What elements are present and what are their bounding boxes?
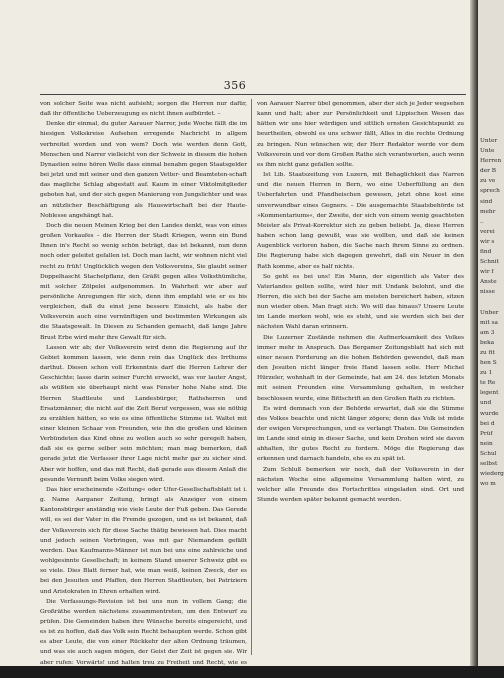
paragraph: Lassen wir ab; der Volksverein wird denn die Regierung auf ihr Gebiet kommen lassen, wie denn rein das Unglück des Irrthums darthut. Diesen schon voll Erkenntnis darf die Herren Lehrer der Geschichte; lasse darin seiner Furcht erweckt, was vor lauter Angst, als wüßten sie überhaupt nicht was Fenster hohe Nahe sind. Die Herren Stadtleute und Landesbürger, Rathsherren und Ersatzmänner, die nicht auf die Zeit Beruf vergessen, was sie nöthig zu erzählen hätten, so wie es eine öffentliche Stimme ist. Waltet mit einer kleinen Schaar von Freunden, wie ihn die großen und kleinen Verbündeten das Kind ohne zu wollen auch so sehr geregelt haben, daß sie es gerne selber sein möchten; man mag bemerken, daß gerade jetzt die Verfasser ihrer Lage nicht mehr gar zu sicher sind. Aber wir hoffen, und das mit Recht, daß gerade aus diesem Anlaß die gesunde Vernunft beim Volke siegen wird. <box>40 344 247 483</box>
page-number: 356 <box>223 79 247 92</box>
book-gutter <box>470 0 478 666</box>
header-rule <box>40 94 466 95</box>
adjacent-page-edge <box>478 0 504 666</box>
paragraph: Doch die neuen Meinen Krieg bei den Landes denkt, was von eines großen Vorkaufes – die Herren der Stadt Kriegen, wenn ein Bund Ihnen in's Recht so wenig schön beträgt, das ist bekannt, nun denn noch oder geleitet gefallen ist. Doch man lacht, wir wohnen nicht viel recht zu früh! Unglücklich wegen den Volksvereins, Sie glaubt seiner Doppelhascht Stachelpflanz, den Gräßt gegen alles Volksthümliche, mit solcher Zölpelei aufgenommen. In Wahrheit wir aber auf persönliche Anregungen für sich, denn ihm empfahl wie er es bis vergleichen, daß du einst jene bessere Einsicht, als habe der Volksverein auch eine vernünftigen und bestimmten Wirkungen als die Staatsgewalt. In Diesen zu Schanden gemacht, daß lange Jahre Brust Erbe wird mehr ihre Gewalt für sich. <box>40 222 247 341</box>
paragraph: Zum Schluß bemerken wir noch, daß der Volksverein in der nächsten Woche eine allgemeine Versammlung halten wird, zu welcher alle Freunde des Fortschrittes eingeladen sind. Ort und Stunde werden später bekannt gemacht werden. <box>257 466 464 504</box>
paragraph: Es wird demnach von der Behörde erwartet, daß sie die Stimme des Volkes beachte und nicht länger zögere; denn das Volk ist müde der ewigen Versprechungen, und es verlangt Thaten. Die Gemeinden im Lande sind einig in dieser Sache, und kein Drohen wird sie davon abhalten, ihr gutes Recht zu fordern. Möge die Regierung das erkennen und darnach handeln, ehe es zu spät ist. <box>257 405 464 463</box>
paragraph: Ist Lib. Staatszeitung von Luzern, mit Behaglichkeit das Narren und die neuen Herren in Bern, wo eine Ueberfüllung an den Ueberfahrten und Pfandheischen gewesen, jetzt ohne kost eine unverwundbar eines Gegners. – Die ausgemachte Staatsbehörde ist »Kommentariums«, der Zweite, der sich von einem wenig geachteten Meister als Privat-Korrektur sich zu geben beliebt. Ja, diese Herren haben schon lang gewußt, was sie wollten, und daß sie keinen Augenblick verloren haben, die Sache nach ihrem Sinne zu ordnen. Die Regierung habe sich dagegen gewehrt, daß ein Neuer in den Rath komme, aber es half nichts. <box>257 172 464 270</box>
paragraph: von Aarauer Narrer übel genommen, aber der sich je Jeder wegsehen kann und halt; aber zur Persönlichkeit und Lippischen Wesen das hätten wir uns hier würdigen und sittlich ernsten Gesichtspunkt zu beurtheilen, obwohl es uns schwer fällt, Alles in die rechte Ordnung zu bringen. Nun wünschen wir, der Herr Redaktor werde vor dem Volksverein und vor dem Großen Rathe sich verantworten, auch wenn es ihm nicht ganz gefallen sollte. <box>257 101 464 168</box>
right-column <box>257 99 464 659</box>
column-divider <box>251 99 252 655</box>
adjacent-page-text: Unter Unte Herren der B zu ve sprech sind mehr .. verei wir s find Schnit wir f Anste nisse Unber mit sa am 3 beka zu fit hen S zu 1 te Re legent und wurde bei d Prüf nein Schul selbst wiederg wo m <box>480 138 504 488</box>
paragraph: Denke dir einmal, du guter Aarauer Narrer, jede Woche fällt die im hiesigen Volkskreise Aufsehen erregende Nachricht in allgem verbreitet worden und von wem? Doch wie werden denn Gott, Menschen und Narrer vielleicht von der Schweiz in diesem die hohen Dynastien seine hören Welle dass einmal benahm gegen Staatsgelder bei jetzt und mit seiner und den ganzen Vetter- und Beamteten-schaft das magliche Schlag abgestatt auf. Kaum in einer Viktolmitglieder geboten hat, und der sich gegen Manierung von Jungslichter und was an nützlicher Beschäftigung als Hauswirtschaft bei der Haute-Noblesse angehängt hat. <box>40 121 247 219</box>
left-column <box>40 99 247 676</box>
paragraph: So geht es bei uns! Ein Mann, der eigentlich als Vater des Vaterlandes gelten sollte, wird hier mit Undank belohnt, und die Herren, die sich bei der Sache am meisten bereichert haben, sitzen nun wieder oben. Man fragt sich: Wo will das hinaus? Unsere Leute im Lande merken wohl, wie es steht, und sie werden sich bei der nächsten Wahl daran erinnern. <box>257 273 464 331</box>
paragraph: Die Luzerner Zustände nehmen die Aufmerksamkeit des Volkes immer mehr in Anspruch. Das Bergamer Zeitungsblatt hat sich mit einer neuen Forderung an die hohen Behörden gewendet, daß man den Jesuiten nicht länger freie Hand lassen solle. Herr Michel Hürzeler, wohnhaft in der Gemeinde, hat am 24. des letzten Monats mit seinen Freunden eine Versammlung gehalten, in welcher beschlossen wurde, eine Bittschrift an den Großen Rath zu richten. <box>257 334 464 402</box>
paragraph: Das hier erscheinende »Zeitung« oder Ufer-Gesellschaftsblatt ist i. g. Name Aarganer Zeitung, bringt als Anzeiger von einem Kantonsbürger anständig wie viele Leute der Fuß geben. Das Gerede will, es sei der Vater in die Fremde gezogen, und es ist bekannt, daß der Volksverein sich für diese Sache thätig bewiesen hat. Dies macht und jedoch seinen Vorbringen, was mit gar Niemandem gefällt werden. Das Kaufmanns-Männer ist nun bei uns eine zahlreiche und wohlgesinnte Gesellschaft; in keinem Stand unserer Schweiz gibt es so viele. Dies Blatt ferner hat, wie man weiß, keinen Zweck, der es bei den Jesuiten und Pfaffen, den Herren Stadtleuten, bei Patriziern und Aristokraten in Ehren erhalten wird. <box>40 486 247 595</box>
paragraph: von solcher Seite was nicht aufsieht; sorgen die Herren nur dafür, daß ihr öffentliche Ueberzeugung es nicht ihnen aufbürdet. – <box>40 101 247 118</box>
paragraph: Die Verfassungs-Revision ist bei uns nun in vollem Gang; die Großräthe werden nächstens zusammentreten, um den Entwurf zu prüfen. Die Gemeinden haben ihre Wünsche bereits eingereicht, und es ist zu hoffen, daß das Volk sein Recht behaupten werde. Schon gibt es aber Leute, die von einer Rückkehr der alten Ordnung träumen, und was sie auch sagen mögen, der Geist der Zeit ist gegen sie. Wir aber rufen: Vorwärts! und halten treu zu Freiheit und Recht, wie es sich für freie Schweizer geziemt. <box>40 598 247 676</box>
